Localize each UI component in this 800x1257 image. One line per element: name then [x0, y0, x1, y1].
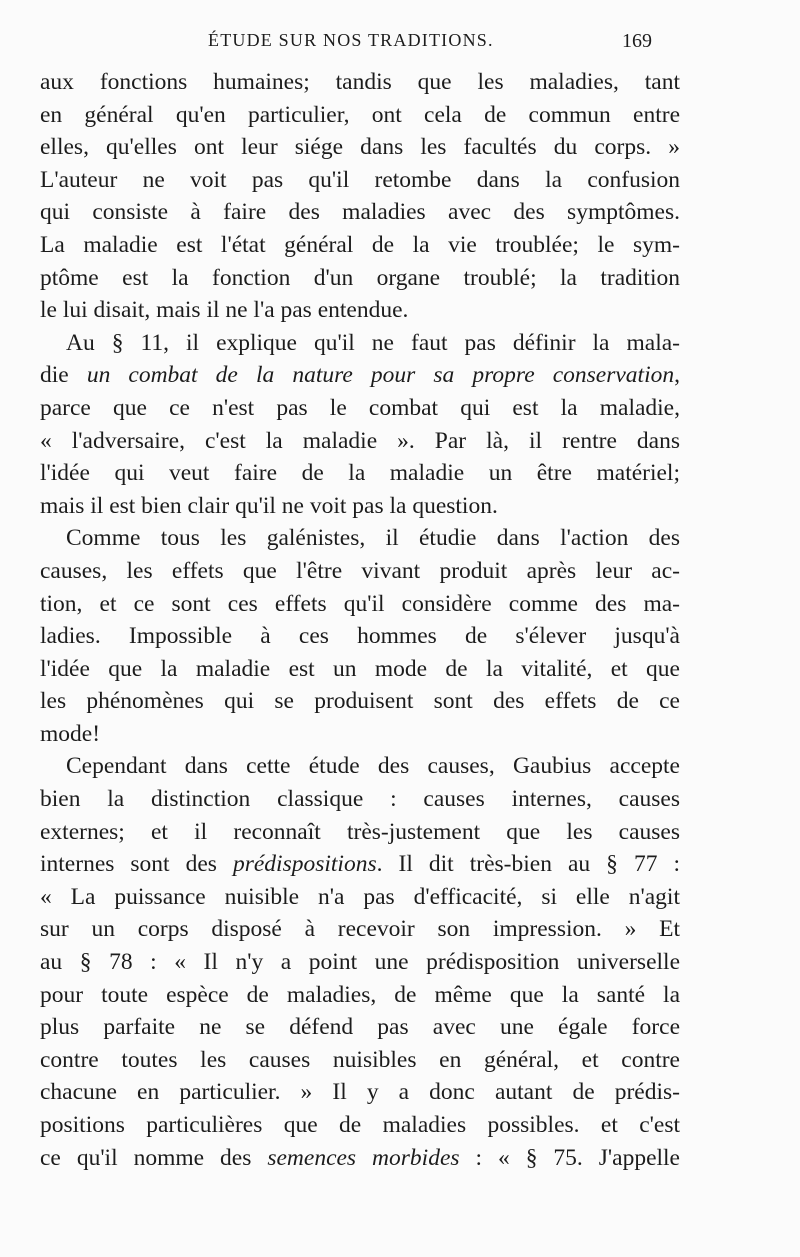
text-line: ptôme est la fonction d'un organe troublé; la tradition	[40, 264, 680, 291]
italic-phrase: prédispositions	[232, 851, 377, 878]
text-line: en général qu'en particulier, ont cela de commun entre	[40, 101, 680, 128]
text-line: aux fonctions humaines; tandis que les maladies, tant	[40, 69, 680, 95]
text-line: ladies. Impossible à ces hommes de s'élever jusqu'à	[40, 623, 680, 650]
body-text	[40, 66, 680, 1174]
italic-phrase: semences morbides	[267, 1144, 460, 1171]
page-number: 169	[622, 30, 652, 52]
text-line	[40, 359, 680, 392]
text-line: l'idée qui veut faire de la maladie un être matériel;	[40, 460, 680, 487]
text-line: plus parfaite ne se défend pas avec une égale force	[40, 1014, 680, 1041]
text-line: Comme tous les galénistes, il étudie dans l'action des	[66, 525, 680, 552]
text-line: tion, et ce sont ces effets qu'il considère comme des ma-	[40, 590, 680, 617]
text-line: L'auteur ne voit pas qu'il retombe dans la confusion	[40, 166, 680, 193]
text-line: Cependant dans cette étude des causes, Gaubius accepte	[66, 753, 680, 780]
text-line: « La puissance nuisible n'a pas d'efficacité, si elle n'agit	[40, 883, 680, 910]
text-line	[40, 848, 680, 881]
text-line: pour toute espèce de maladies, de même que la santé la	[40, 981, 680, 1008]
italic-phrase: un combat de la nature pour sa propre conservation	[86, 362, 675, 389]
text-line: La maladie est l'état général de la vie troublée; le sym-	[40, 231, 680, 258]
text-line: au § 78 : « Il n'y a point une prédisposition universelle	[40, 949, 680, 976]
text-line: Au § 11, il explique qu'il ne faut pas définir la mala-	[66, 329, 680, 356]
text-line: mode!	[40, 720, 101, 747]
text-line: qui consiste à faire des maladies avec des symptômes.	[40, 199, 680, 226]
text-segment: . Il dit très-bien au § 77 :	[376, 851, 680, 878]
text-line: parce que ce n'est pas le combat qui est la maladie,	[40, 394, 680, 421]
text-line: positions particulières que de maladies possibles. et c'est	[40, 1112, 680, 1138]
running-title: ÉTUDE SUR NOS TRADITIONS.	[208, 30, 494, 50]
text-line: les phénomènes qui se produisent sont des effets de ce	[40, 688, 680, 715]
text-segment: internes sont des	[40, 851, 233, 878]
text-line: causes, les effets que l'être vivant produit après leur ac-	[40, 557, 680, 584]
text-line: l'idée que la maladie est un mode de la vitalité, et que	[40, 655, 680, 682]
text-line	[40, 1142, 680, 1175]
text-line: chacune en particulier. » Il y a donc autant de prédis-	[40, 1079, 680, 1106]
text-line: externes; et il reconnaît très-justement que les causes	[40, 818, 680, 845]
text-segment: die	[40, 362, 87, 389]
text-line: bien la distinction classique : causes internes, causes	[40, 786, 680, 813]
text-segment: ce qu'il nomme des	[40, 1144, 268, 1171]
text-segment: : « § 75. J'appelle	[459, 1144, 680, 1171]
text-line: contre toutes les causes nuisibles en général, et contre	[40, 1046, 680, 1073]
text-line: « l'adversaire, c'est la maladie ». Par là, il rentre dans	[40, 427, 680, 454]
text-segment: ,	[674, 362, 680, 389]
text-line: sur un corps disposé à recevoir son impression. » Et	[40, 916, 680, 943]
text-line: le lui disait, mais il ne l'a pas entendue.	[40, 297, 409, 324]
text-line: elles, qu'elles ont leur siége dans les facultés du corps. »	[40, 134, 680, 161]
text-line: mais il est bien clair qu'il ne voit pas la question.	[40, 492, 498, 519]
running-header	[0, 30, 800, 60]
